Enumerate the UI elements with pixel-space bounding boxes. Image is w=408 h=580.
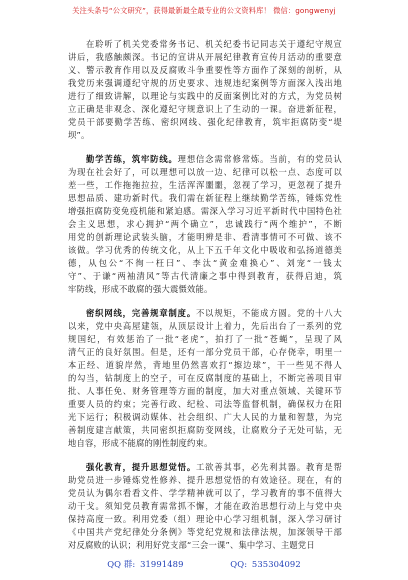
text-line: 讲后，我感触颇深。书记的宣讲从开展纪律教育宣传月活动的重要意 — [68, 52, 342, 62]
text-line: 思想品质、建功新时代。我们需在新征程上继续勤学苦练，锤炼党性 — [68, 193, 342, 203]
qq-label: QQ: — [230, 559, 248, 569]
qq-value: 535304092 — [251, 559, 301, 569]
text-line: 以来，党中央高屋建瓴，从顶层设计上着力，先后出台了一系列的党 — [68, 321, 342, 331]
qq-contact — [230, 558, 300, 570]
text-span: 理想信念需常修常炼。当前，有的党员认 — [177, 154, 342, 164]
text-line: 重要人员的约束；完善行政、纪检、司法等监督机制，确保权力在阳 — [68, 399, 342, 409]
section-heading: 勤学苦练，筑牢防线。 — [86, 154, 178, 164]
text-line: 的勾当，钻制度上的空子，可在反腐制度的基础上，不断完善项目审 — [68, 373, 342, 383]
text-line: 增强拒腐防变免疫机能和紧迫感。需深入学习习近平新时代中国特色社 — [68, 206, 342, 216]
text-line: 为现在社会好了，可以理想可以放一边、纪律可以松一点、态度可以 — [68, 167, 342, 177]
text-line: 光下运行；积极调动媒体、社会组织、广大人民的力量和智慧，为完 — [68, 412, 342, 422]
header-notice: 关注头条号“公文研究”，获得最新最全最专业的公文资料库！ 微信：gongwenyj — [72, 6, 336, 15]
text-line: 义、警示教育作用以及反腐败斗争重要性等方面作了深刻的剖析，从 — [68, 65, 342, 75]
text-line — [86, 307, 342, 320]
text-line: 德，从包公“不徇一枉曰”、李汰“黄金难换心”、刘宠“一钱太 — [68, 258, 342, 268]
text-line: 党员认为偶尔看看文件、学学精神就可以了，学习教育的事不值得大 — [68, 488, 342, 498]
text-line: 进行了细致讲解，以理论与实践中的反面案例比对的方式，为党员树 — [68, 91, 342, 101]
text-line: 我党历来强调遵纪守规的历史要求、违规违纪案例等方面深入浅出地 — [68, 78, 342, 88]
text-line: 对反腐败的认识；利用好党支部“三会一课”、集中学习、主题党日 — [68, 540, 315, 550]
text-line: 立正确是非观念、深化遵纪守规意识上了生动的一课。奋进新征程， — [68, 104, 342, 114]
text-line: 守”、于谦“两袖清风”等古代清廉之事中得到教育，获得启迪，筑 — [68, 271, 342, 281]
text-line: 坝”。 — [68, 130, 90, 140]
text-line: 用党的创新理论武装头脑，才能明辨是非、看清事情可不可做、该不 — [68, 232, 342, 242]
text-line: 该做。学习优秀的传统文化，从上下五千年文化中吸收和弘扬道德美 — [68, 245, 342, 255]
text-line: 助党员进一步锤炼党性修养、提升思想觉悟的有效途径。现在，有的 — [68, 475, 342, 485]
qq-group — [107, 558, 183, 570]
qq-group-label: QQ 群: — [107, 559, 136, 569]
text-span: 工欲善其事，必先利其器。教育是帮 — [196, 462, 342, 472]
text-span: 不以规矩，不能成方圆。党的十八大 — [196, 308, 342, 318]
text-line: 规国纪，有效惩治了一批“老虎”，拍打了一批“苍蝇”，呈现了风 — [68, 334, 342, 344]
text-line: 清气正的良好氛围。但是，还有一部分党员干部，心存侥幸，明里一 — [68, 347, 342, 357]
text-line: 会主义思想，求心拥护“两个确立”，忠诚践行“两个维护”，不断 — [68, 219, 342, 229]
text-line — [86, 461, 342, 474]
text-line: 动干戈。须知党员教育需常抓不懈，才能在政治思想行动上与党中央 — [68, 501, 342, 511]
text-line: 本正经、道貌岸然，背地里仍然喜欢打“擦边球”，干一些见不得人 — [68, 360, 342, 370]
text-line — [86, 153, 342, 166]
section-heading: 密织网线，完善规章制度。 — [86, 308, 196, 318]
footer-contact — [0, 558, 408, 570]
text-line: 《中国共产党纪律处分条例》等党纪党规和法律法规，加深领导干部 — [68, 527, 342, 537]
qq-group-value: 31991489 — [140, 559, 184, 569]
text-line: 善制度建言献策，共同密织拒腐防变网线，让腐败分子无处可钻，无 — [68, 425, 342, 435]
text-line: 批、人事任免、财务管理等方面的制度，加大对重点领域、关键环节 — [68, 386, 342, 396]
text-line: 差一些，工作拖拖拉拉，生活浑浑噩噩，忽视了学习，更忽视了提升 — [68, 180, 342, 190]
section-heading: 强化教育，提升思想觉悟。 — [86, 462, 196, 472]
text-line: 在聆听了机关党委常务书记、机关纪委书记同志关于遵纪守规宣 — [86, 39, 342, 49]
text-line: 地自容，形成不能腐的刚性制度约束。 — [68, 438, 213, 448]
text-line: 牢防线，形成不敢腐的强大震慑效能。 — [68, 284, 213, 294]
text-line: 党员干部要勤学苦练、密织网线、强化纪律教育，筑牢拒腐防变“堤 — [68, 117, 342, 127]
text-line: 保持高度一致。利用党委（组）理论中心学习组机制，深入学习研讨 — [68, 514, 342, 524]
